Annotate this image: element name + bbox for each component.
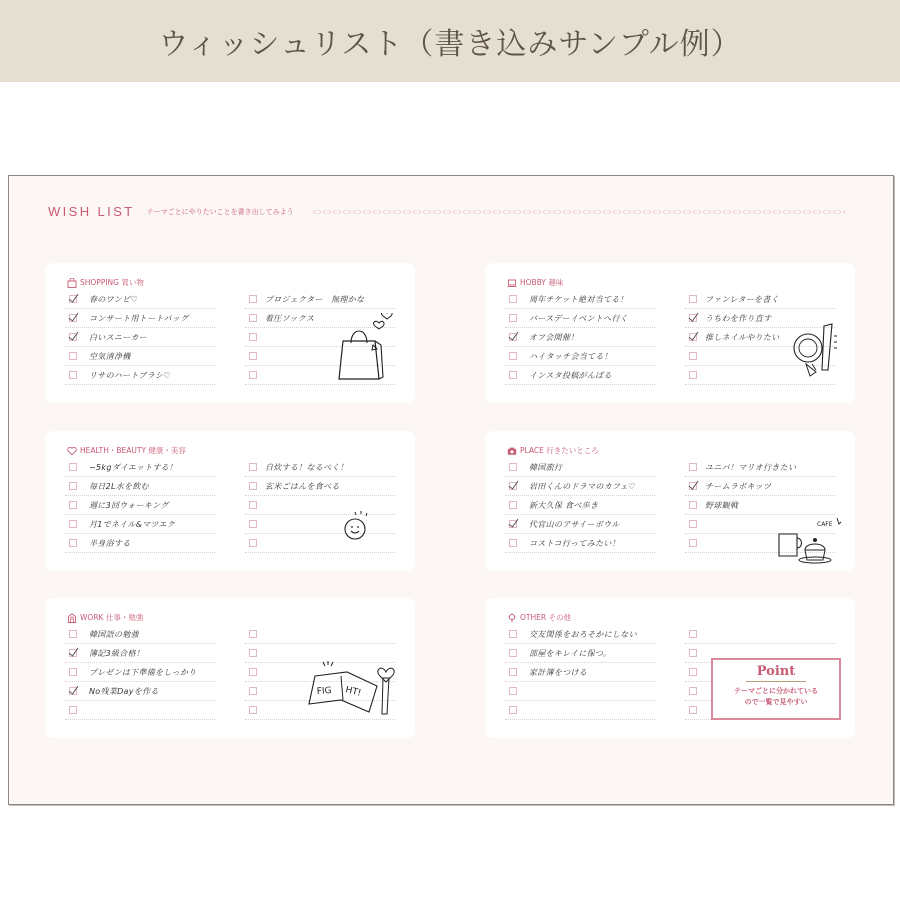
checklist-row <box>685 477 835 496</box>
checkbox[interactable] <box>69 668 77 676</box>
checklist-row <box>505 701 655 720</box>
checklist-item-text[interactable]: 部屋をキレイに保つ。 <box>529 648 612 658</box>
checklist-item-text[interactable]: 空気清浄機 <box>89 351 131 361</box>
checklist-item-text[interactable]: 代官山のアサイーボウル <box>529 519 620 529</box>
camera-icon <box>507 446 517 456</box>
smiley-doodle-icon <box>343 509 373 541</box>
wish-list-sheet <box>8 175 894 805</box>
checkbox[interactable] <box>249 630 257 638</box>
checklist-item-text[interactable]: 着圧ソックス <box>265 313 315 323</box>
checkbox[interactable] <box>249 687 257 695</box>
checklist-row <box>505 663 655 682</box>
checkbox[interactable] <box>249 649 257 657</box>
checklist-item-text[interactable]: 簿記3級合格！ <box>89 648 145 658</box>
checklist-row <box>505 644 655 663</box>
checkbox[interactable] <box>69 706 77 714</box>
checkbox[interactable] <box>689 520 697 528</box>
checklist-item-text[interactable]: 白いスニーカー <box>89 332 147 342</box>
checklist-row <box>505 458 655 477</box>
checkbox[interactable] <box>689 314 697 322</box>
checklist-row <box>65 347 215 366</box>
checklist-row <box>65 496 215 515</box>
checklist-item-text[interactable]: 自炊する！なるべく！ <box>265 462 348 472</box>
card-title: PLACE 行きたいところ <box>520 446 599 455</box>
idol-fan-doodle-icon <box>790 318 840 388</box>
card-title: SHOPPING 買い物 <box>80 278 144 287</box>
checklist-row <box>65 290 215 309</box>
checklist-item-text[interactable]: プレゼンは下準備をしっかり <box>89 667 197 677</box>
checkbox[interactable] <box>509 314 517 322</box>
checklist-column-left <box>65 625 215 720</box>
checklist-item-text[interactable]: 交友関係をおろそかにしない <box>529 629 637 639</box>
checkbox[interactable] <box>69 352 77 360</box>
checkbox[interactable] <box>69 482 77 490</box>
checkbox[interactable] <box>69 539 77 547</box>
checkbox[interactable] <box>509 520 517 528</box>
card-shopping <box>45 263 415 403</box>
checklist-item-text[interactable]: 月1でネイル&マツエク <box>89 519 176 529</box>
checklist-row <box>65 458 215 477</box>
checkbox[interactable] <box>689 295 697 303</box>
checkbox[interactable] <box>249 352 257 360</box>
point-line-1: テーマごとに分かれている <box>734 687 818 695</box>
checkbox[interactable] <box>69 314 77 322</box>
card-title: HOBBY 趣味 <box>520 278 564 287</box>
card-label-health <box>67 445 186 456</box>
checklist-column-left <box>505 458 655 553</box>
checkbox[interactable] <box>689 539 697 547</box>
checklist-row <box>65 534 215 553</box>
checklist-item-text[interactable]: ファンレターを書く <box>705 294 780 304</box>
checklist-column-left <box>65 290 215 385</box>
checklist-item-text[interactable]: 周年チケット絶対当てる！ <box>529 294 628 304</box>
checklist-row <box>245 458 395 477</box>
checklist-row <box>65 625 215 644</box>
checkbox[interactable] <box>509 668 517 676</box>
checkbox[interactable] <box>249 314 257 322</box>
checkbox[interactable] <box>689 371 697 379</box>
checkbox[interactable] <box>249 501 257 509</box>
checklist-item-text[interactable]: 推しネイルやりたい <box>705 332 780 342</box>
point-title: Point <box>756 664 796 679</box>
checkbox[interactable] <box>689 668 697 676</box>
checklist-row <box>65 366 215 385</box>
checklist-row <box>685 458 835 477</box>
point-callout <box>711 658 841 720</box>
lightbulb-icon <box>507 613 517 623</box>
checkbox[interactable] <box>249 333 257 341</box>
checkbox[interactable] <box>69 630 77 638</box>
checklist-item-text[interactable]: ハイタッチ会当てる！ <box>529 351 612 361</box>
checklist-item-text[interactable]: コストコ行ってみたい！ <box>529 538 620 548</box>
card-title: WORK 仕事・勉強 <box>80 613 144 622</box>
checklist-item-text[interactable]: 野球観戦 <box>705 500 739 510</box>
checkbox[interactable] <box>689 463 697 471</box>
checklist-item-text[interactable]: バースデーイベントへ行く <box>529 313 629 323</box>
checklist-item-text[interactable]: 韓国旅行 <box>529 462 563 472</box>
checklist-row <box>685 290 835 309</box>
checkbox[interactable] <box>689 706 697 714</box>
checklist-row <box>65 701 215 720</box>
checklist-row <box>505 496 655 515</box>
checkbox[interactable] <box>509 687 517 695</box>
svg-text:HT!: HT! <box>344 685 363 699</box>
checkbox[interactable] <box>249 371 257 379</box>
checklist-row <box>245 477 395 496</box>
checklist-row <box>505 534 655 553</box>
checkbox[interactable] <box>249 463 257 471</box>
checklist-item-text[interactable]: 毎日2L水を飲む <box>89 481 149 491</box>
cafe-doodle-icon <box>775 516 845 566</box>
decorative-chain-divider <box>312 209 846 215</box>
checklist-row <box>65 328 215 347</box>
sheet-subtitle: テーマごとにやりたいことを書き出してみよう <box>146 207 294 216</box>
card-health <box>45 431 415 571</box>
checklist-item-text[interactable]: −5kgダイエットする！ <box>89 462 178 472</box>
checkbox[interactable] <box>509 463 517 471</box>
checklist-row <box>505 328 655 347</box>
fight-book-doodle-icon <box>307 656 397 720</box>
checkbox[interactable] <box>689 687 697 695</box>
checklist-item-text[interactable]: 玄米ごはんを食べる <box>265 481 340 491</box>
checkbox[interactable] <box>689 482 697 490</box>
checkbox[interactable] <box>69 371 77 379</box>
svg-text:FIG: FIG <box>316 685 332 697</box>
checkbox[interactable] <box>249 539 257 547</box>
checklist-row <box>505 682 655 701</box>
sheet-header <box>48 204 294 219</box>
checkbox[interactable] <box>689 501 697 509</box>
checkbox[interactable] <box>509 706 517 714</box>
checklist-item-text[interactable]: チームラボキッツ <box>705 481 772 491</box>
checkbox[interactable] <box>509 333 517 341</box>
checklist-row <box>505 477 655 496</box>
checklist-item-text[interactable]: コンサート用トートバッグ <box>89 313 189 323</box>
checklist-item-text[interactable]: 週に3回ウォーキング <box>89 500 169 510</box>
checklist-row <box>505 515 655 534</box>
checklist-item-text[interactable]: 新大久保 食べ歩き <box>529 500 599 510</box>
point-line-2: ので一覧で見やすい <box>744 698 808 706</box>
checklist-row <box>505 309 655 328</box>
checklist-column-left <box>505 625 655 720</box>
checkbox[interactable] <box>249 706 257 714</box>
checklist-row <box>505 347 655 366</box>
checkbox[interactable] <box>509 371 517 379</box>
checklist-item-text[interactable]: 韓国語の勉強 <box>89 629 139 639</box>
checkbox[interactable] <box>249 520 257 528</box>
checkbox[interactable] <box>249 482 257 490</box>
checklist-row <box>65 477 215 496</box>
checklist-row <box>65 515 215 534</box>
point-divider <box>746 681 806 682</box>
checklist-item-text[interactable]: 半身浴する <box>89 538 131 548</box>
checkbox[interactable] <box>69 463 77 471</box>
checklist-item-text[interactable]: 春のワンピ♡ <box>89 294 138 304</box>
cafe-label: CAFE <box>817 521 833 528</box>
checkbox[interactable] <box>509 295 517 303</box>
checkbox[interactable] <box>69 520 77 528</box>
checklist-item-text[interactable]: No残業Dayを作る <box>89 686 159 696</box>
checklist-row <box>65 663 215 682</box>
checklist-column-left <box>505 290 655 385</box>
checkbox[interactable] <box>249 668 257 676</box>
shopping-bag-icon <box>67 278 77 288</box>
card-label-place <box>507 445 599 456</box>
checkbox[interactable] <box>249 295 257 303</box>
checklist-row <box>685 625 835 644</box>
checkbox[interactable] <box>689 630 697 638</box>
checklist-column-left <box>65 458 215 553</box>
page-title: ウィッシュリスト（書き込みサンプル例） <box>158 27 742 62</box>
card-title: HEALTH・BEAUTY 健康・美容 <box>80 446 186 455</box>
card-title: OTHER その他 <box>520 613 571 622</box>
sheet-title: WISH LIST <box>48 204 135 219</box>
checklist-item-text[interactable]: オフ会開催！ <box>529 332 579 342</box>
checkbox[interactable] <box>509 482 517 490</box>
checklist-row <box>65 644 215 663</box>
checklist-item-text[interactable]: ユニバ！マリオ行きたい <box>705 462 797 472</box>
checklist-item-text[interactable]: 家計簿をつける <box>529 667 588 677</box>
checkbox[interactable] <box>509 352 517 360</box>
checkbox[interactable] <box>69 501 77 509</box>
checkbox[interactable] <box>509 649 517 657</box>
checklist-item-text[interactable]: うちわを作り直す <box>705 313 772 323</box>
checklist-row <box>245 290 395 309</box>
checkbox[interactable] <box>69 687 77 695</box>
checkbox[interactable] <box>69 649 77 657</box>
checklist-item-text[interactable]: リサのハートブラシ♡ <box>89 370 171 380</box>
checklist-row <box>505 290 655 309</box>
checkbox[interactable] <box>689 649 697 657</box>
checkbox[interactable] <box>689 352 697 360</box>
card-hobby <box>485 263 855 403</box>
page-banner <box>0 0 900 82</box>
checklist-item-text[interactable]: インスタ投稿がんばる <box>529 370 612 380</box>
checklist-row <box>65 682 215 701</box>
checkbox[interactable] <box>509 630 517 638</box>
checkbox[interactable] <box>509 501 517 509</box>
checklist-row <box>65 309 215 328</box>
checklist-item-text[interactable]: プロジェクター 無理かな <box>265 294 365 304</box>
card-other <box>485 598 855 738</box>
card-work <box>45 598 415 738</box>
shopping-bag-doodle-icon <box>335 313 395 381</box>
checkbox[interactable] <box>689 333 697 341</box>
laptop-icon <box>507 278 517 288</box>
checklist-row <box>505 625 655 644</box>
card-place <box>485 431 855 571</box>
checklist-item-text[interactable]: 岩田くんのドラマのカフェ♡ <box>529 481 636 491</box>
card-label-hobby <box>507 277 563 288</box>
checklist-row <box>505 366 655 385</box>
card-label-work <box>67 612 143 623</box>
card-label-shopping <box>67 277 144 288</box>
building-icon <box>67 613 77 623</box>
checkbox[interactable] <box>509 539 517 547</box>
heart-icon <box>67 446 77 456</box>
checkbox[interactable] <box>69 333 77 341</box>
checkbox[interactable] <box>69 295 77 303</box>
card-label-other <box>507 612 571 623</box>
checklist-row <box>685 496 835 515</box>
checklist-row <box>245 625 395 644</box>
